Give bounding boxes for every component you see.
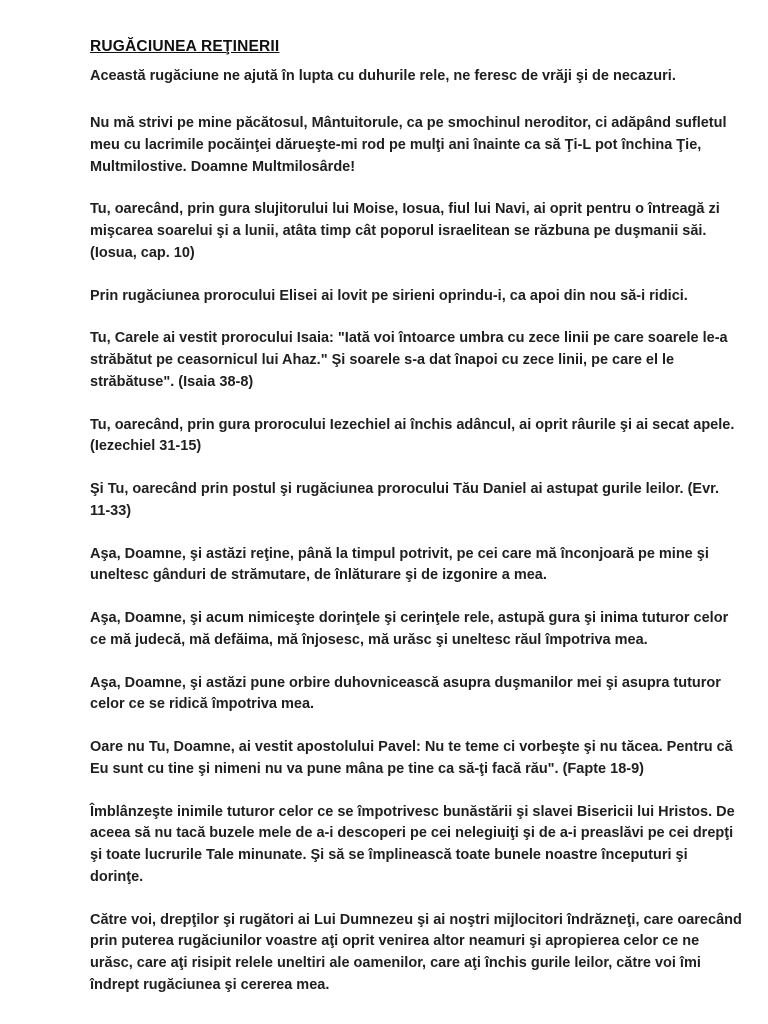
paragraph: Aşa, Doamne, şi acum nimiceşte dorinţele şi cerinţele rele, astupă gura şi inima tuturor celor ce mă judecă, mă defăima, mă înjosesc, mă urăsc şi uneltesc răul împotriva mea. [90,610,729,648]
paragraph: Prin rugăciunea prorocului Elisei ai lovit pe sirieni oprindu-i, ca apoi din nou să-i ridici. [90,287,688,304]
paragraph: Şi Tu, oarecând prin postul şi rugăciunea prorocului Tău Daniel ai astupat gurile leilor. (Evr. 11-33) [90,481,720,519]
paragraph: Nu mă strivi pe mine păcătosul, Mântuitorule, ca pe smochinul neroditor, ci adăpând sufletul meu cu lacrimile pocăinţei dărueşte-mi rod pe mulţi ani înainte ca să Ţi-L pot închina Ţie, Multmilostive. Doamne Multmilosârde! [90,115,727,175]
document-title: RUGĂCIUNEA REŢINERII [90,38,280,55]
paragraph: Aşa, Doamne, şi astăzi reţine, până la timpul potrivit, pe cei care mă înconjoară pe mine şi uneltesc gânduri de strămutare, de înlăturare şi de izgonire a mea. [90,545,709,584]
paragraph: Tu, Carele ai vestit prorocului Isaia: "Iată voi întoarce umbra cu zece linii pe care soarele le-a străbătut pe ceasornicul lui Ahaz." Şi soarele s-a dat înapoi cu zece linii, pe care el le străbătuse". (Isaia 38-8) [90,330,728,390]
paragraph: Aşa, Doamne, şi astăzi pune orbire duhovnicească asupra duşmanilor mei şi asupra tuturor celor ce se ridică împotriva mea. [90,674,721,713]
paragraph: Tu, oarecând, prin gura slujitorului lui Moise, Iosua, fiul lui Navi, ai oprit pentru o întreagă zi mişcarea soarelui şi a lunii, atâta timp cât poporul israelitean se răzbuna pe duşmanii săi. (Iosua, cap. 10) [90,201,720,261]
paragraph: Îmblânzeşte inimile tuturor celor ce se împotrivesc bunăstării şi slavei Bisericii lui Hristos. De aceea să nu tacă buzele mele de a-i descoperi pe cei nelegiuiţi şi de a-i preaslăvi pe cei drepţi şi toate lucrurile Tale minunate. Şi să se împlinească toate bunele noastre începuturi şi dorinţe. [90,803,735,885]
paragraph: Oare nu Tu, Doamne, ai vestit apostolului Pavel: Nu te teme ci vorbeşte şi nu tăcea. Pentru că Eu sunt cu tine şi nimeni nu va pune mâna pe tine ca să-ţi facă rău". (Fapte 18-9) [90,739,733,777]
paragraph: Către voi, drepţilor şi rugători ai Lui Dumnezeu şi ai noştri mijlocitori îndrăzneţi, care oarecând prin puterea rugăciunilor voastre aţi oprit venirea altor neamuri şi apropierea celor ce ne urăsc, care aţi risipit relele uneltiri ale oamenilor, care aţi închis gurile leilor, către voi îmi îndrept rugăciunea şi cererea mea. [90,911,742,993]
document-subtitle: Această rugăciune ne ajută în lupta cu duhurile rele, ne feresc de vrăji şi de necazuri. [90,68,676,84]
paragraph: Tu, oarecând, prin gura prorocului Iezechiel ai închis adâncul, ai oprit râurile şi ai secat apele. (Iezechiel 31-15) [90,416,735,455]
